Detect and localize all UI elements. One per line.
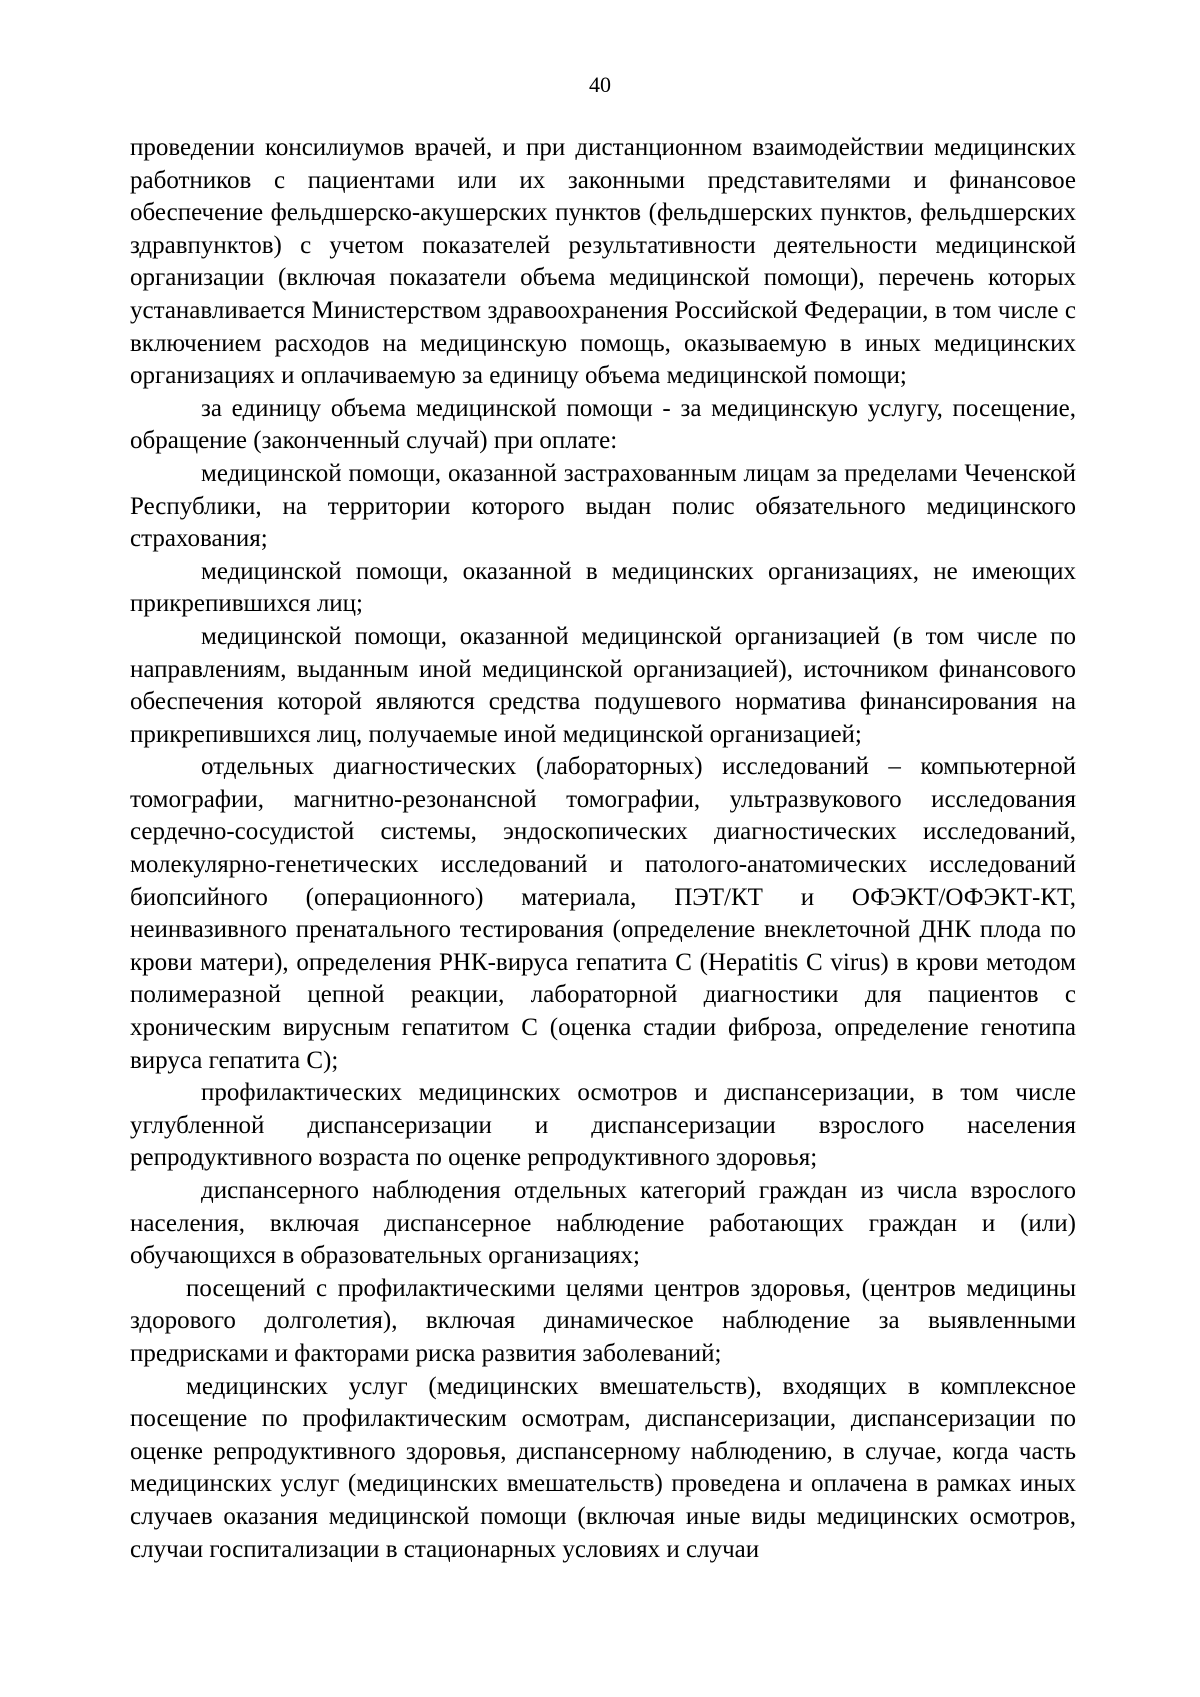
paragraph-2: за единицу объема медицинской помощи - за медицинскую услугу, посещение, обращение (законченный случай) при оплате:: [130, 394, 1076, 455]
paragraph-3: медицинской помощи, оказанной застрахованным лицам за пределами Чеченской Республики, на территории которого выдан полис обязательного медицинского страхования;: [130, 459, 1076, 553]
page-number: 40: [589, 72, 611, 97]
document-body: [130, 132, 1076, 1566]
paragraph-10: медицинских услуг (медицинских вмешательств), входящих в комплексное посещение по профилактическим осмотрам, диспансеризации, диспансеризации по оценке репродуктивного здоровья, диспансерному наблюдению, в случае, когда часть медицинских услуг (медицинских вмешательств) проведена и оплачена в рамках иных случаев оказания медицинской помощи (включая иные виды медицинских осмотров, случаи госпитализации в стационарных условиях и случаи: [130, 1372, 1076, 1563]
paragraph-7: профилактических медицинских осмотров и диспансеризации, в том числе углубленной диспансеризации и диспансеризации взрослого населения репродуктивного возраста по оценке репродуктивного здоровья;: [130, 1079, 1076, 1172]
paragraph-1: проведении консилиумов врачей, и при дистанционном взаимодействии медицинских работников с пациентами или их законными представителями и финансовое обеспечение фельдшерско-акушерских пунктов (фельдшерских пунктов, фельдшерских здравпунктов) с учетом показателей результативности деятельности медицинской организации (включая показатели объема медицинской помощи), перечень которых устанавливается Министерством здравоохранения Российской Федерации, в том числе с включением расходов на медицинскую помощь, оказываемую в иных медицинских организациях и оплачиваемую за единицу объема медицинской помощи;: [130, 134, 1076, 390]
paragraph-5: медицинской помощи, оказанной медицинской организацией (в том числе по направлениям, выданным иной медицинской организацией), источником финансового обеспечения которой являются средства подушевого норматива финансирования на прикрепившихся лиц, получаемые иной медицинской организацией;: [130, 622, 1076, 748]
paragraph-4: медицинской помощи, оказанной в медицинских организациях, не имеющих прикрепившихся лиц;: [130, 557, 1076, 618]
paragraph-6: отдельных диагностических (лабораторных) исследований – компьютерной томографии, магнитно-резонансной томографии, ультразвукового исследования сердечно-сосудистой системы, эндоскопических диагностических исследований, молекулярно-генетических исследований и патолого-анатомических исследований биопсийного (операционного) материала, ПЭТ/КТ и ОФЭКТ/ОФЭКТ-КТ, неинвазивного пренатального тестирования (определение внеклеточной ДНК плода по крови матери), определения РНК-вируса гепатита С (Hepatitis C virus) в крови методом полимеразной цепной реакции, лабораторной диагностики для пациентов с хроническим вирусным гепатитом С (оценка стадии фиброза, определение генотипа вируса гепатита С);: [130, 753, 1076, 1074]
paragraph-8: диспансерного наблюдения отдельных категорий граждан из числа взрослого населения, включая диспансерное наблюдение работающих граждан и (или) обучающихся в образовательных организациях;: [130, 1177, 1076, 1270]
paragraph-9: посещений с профилактическими целями центров здоровья, (центров медицины здорового долголетия), включая динамическое наблюдение за выявленными предрисками и факторами риска развития заболеваний;: [130, 1274, 1076, 1367]
